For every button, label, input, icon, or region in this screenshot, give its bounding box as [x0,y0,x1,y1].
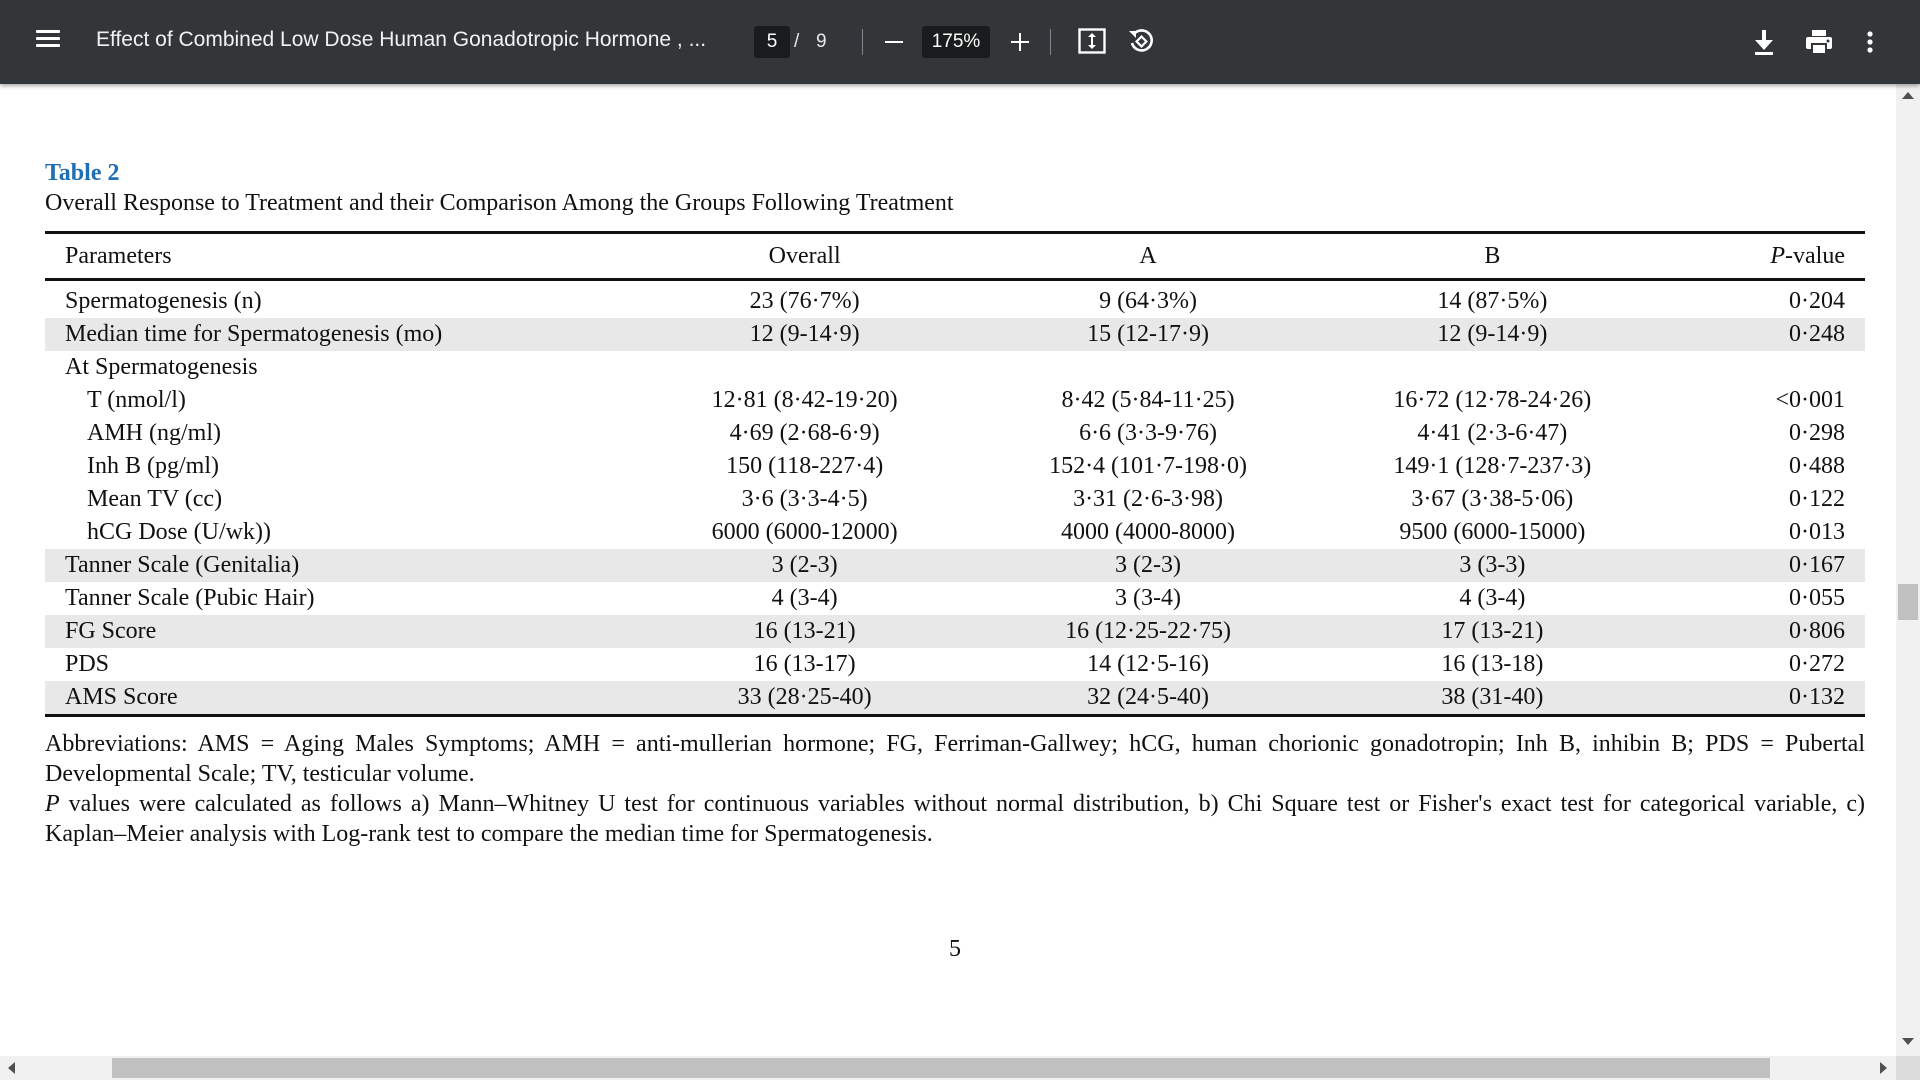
download-icon[interactable] [1750,26,1778,58]
row-overall: 12 (9-14·9) [633,318,976,351]
toolbar-divider [1050,29,1051,55]
row-group-b: 3·67 (3·38-5·06) [1411,486,1574,512]
row-group-b: 9500 (6000-15000) [1399,519,1586,545]
note-text: values were calculated as follows a) Mann–Whitney U test for continuous variables without normal distribution, b) Chi Square test or Fisher's exact test for categorical variable, c) Kaplan–Meier analysis with Log-rank test to compare the median time for Spermatogenesis. [45,791,1865,847]
table-note [45,789,1865,849]
table-row [45,280,1865,319]
fit-page-icon[interactable] [1078,28,1106,54]
scroll-down-arrow-icon[interactable] [1902,1038,1914,1045]
row-pvalue: <0·001 [1775,387,1845,413]
print-icon[interactable] [1804,28,1834,56]
row-overall: 12·81 (8·42-19·20) [711,387,898,413]
pdf-toolbar [0,0,1920,84]
row-group-a: 4000 (4000-8000) [1061,519,1236,545]
document-viewer [0,84,1896,1056]
row-group-b: 12 (9-14·9) [1320,318,1664,351]
horizontal-scrollbar[interactable] [0,1056,1896,1080]
zoom-level-input[interactable]: 175% [922,26,990,58]
table-row [45,681,1865,716]
row-parameter: Median time for Spermatogenesis (mo) [45,318,633,351]
row-group-a [976,351,1320,384]
current-page-input[interactable]: 5 [754,26,790,58]
note-italic: P [45,791,60,817]
table-row [45,648,1865,681]
table-row [45,384,1865,417]
row-overall: 16 (13-21) [633,615,976,648]
results-table [45,231,1865,717]
row-group-a: 15 (12-17·9) [976,318,1320,351]
row-overall: 150 (118-227·4) [726,453,884,479]
row-group-a: 32 (24·5-40) [976,681,1320,716]
row-group-a: 14 (12·5-16) [1087,651,1210,677]
row-group-b: 38 (31-40) [1320,681,1664,716]
row-pvalue: 0·132 [1664,681,1865,716]
row-parameter: hCG Dose (U/wk)) [87,519,271,545]
column-header: Overall [633,233,976,280]
total-pages: 9 [816,31,827,52]
row-parameter: Spermatogenesis (n) [65,288,262,314]
row-overall: 23 (76·7%) [749,288,860,314]
row-group-a: 3 (3-4) [1115,585,1182,611]
row-overall [633,351,976,384]
row-parameter: At Spermatogenesis [65,354,258,380]
row-group-a: 6·6 (3·3-9·76) [1079,420,1218,446]
scroll-up-arrow-icon[interactable] [1902,92,1914,99]
vertical-scroll-thumb[interactable] [1898,584,1918,620]
row-group-b: 16 (13-18) [1441,651,1544,677]
zoom-in-button[interactable] [1004,24,1036,60]
horizontal-scroll-thumb[interactable] [112,1058,1770,1078]
row-overall: 3 (2-3) [633,549,976,582]
row-pvalue: 0·272 [1789,651,1845,677]
row-group-a: 3·31 (2·6-3·98) [1073,486,1224,512]
row-overall: 6000 (6000-12000) [711,519,898,545]
row-group-a: 3 (2-3) [976,549,1320,582]
table-abbreviations: Abbreviations: AMS = Aging Males Symptoms; AMH = anti-mullerian hormone; FG, Ferriman-Gallwey; hCG, human chorionic gonadotropin; Inh B, inhibin B; PDS = Pubertal Developmental Scale; TV, testicular volume. [45,731,1865,787]
table-row [45,318,1865,351]
row-pvalue: 0·488 [1789,453,1845,479]
page-separator: / [794,31,800,52]
row-group-b: 16·72 (12·78-24·26) [1393,387,1592,413]
row-group-b: 14 (87·5%) [1437,288,1548,314]
toolbar-divider [862,29,863,55]
row-group-a: 9 (64·3%) [1099,288,1198,314]
scrollbar-corner [1896,1056,1920,1080]
p-italic: P [1770,242,1786,269]
row-group-a: 8·42 (5·84-11·25) [1061,387,1235,413]
table-row [45,549,1865,582]
row-group-b: 4 (3-4) [1459,585,1526,611]
row-parameter: AMS Score [45,681,633,716]
row-pvalue: 0·122 [1789,486,1845,512]
scroll-left-arrow-icon[interactable] [8,1062,15,1074]
vertical-scrollbar[interactable] [1896,84,1920,1056]
column-header-pvalue [1664,233,1865,280]
page-number: 5 [949,936,961,962]
row-parameter: Tanner Scale (Pubic Hair) [65,585,315,611]
row-pvalue: 0·248 [1664,318,1865,351]
row-pvalue: 0·806 [1664,615,1865,648]
row-group-b [1320,351,1664,384]
table-row [45,450,1865,483]
row-overall: 4 (3-4) [771,585,838,611]
row-parameter: Inh B (pg/ml) [87,453,219,479]
row-overall: 4·69 (2·68-6·9) [729,420,880,446]
hamburger-menu-icon[interactable] [30,26,66,58]
row-pvalue: 0·055 [1789,585,1845,611]
row-overall: 16 (13-17) [753,651,856,677]
column-header: A [976,233,1320,280]
column-header: B [1320,233,1664,280]
row-group-b: 4·41 (2·3-6·47) [1417,420,1568,446]
table-header-row [45,233,1865,280]
table-label: Table 2 [45,160,120,186]
document-title: Effect of Combined Low Dose Human Gonadotropic Hormone , ... [96,28,707,51]
scroll-right-arrow-icon[interactable] [1880,1062,1887,1074]
row-overall: 33 (28·25-40) [633,681,976,716]
row-group-a: 16 (12·25-22·75) [976,615,1320,648]
table-row [45,351,1865,384]
row-pvalue: 0·204 [1789,288,1845,314]
row-group-a: 152·4 (101·7-198·0) [1049,453,1248,479]
row-group-b: 3 (3-3) [1320,549,1664,582]
row-group-b: 17 (13-21) [1320,615,1664,648]
table-row [45,417,1865,450]
table-row [45,582,1865,615]
column-header: Parameters [45,233,633,280]
row-parameter: FG Score [45,615,633,648]
more-vertical-icon[interactable] [1860,26,1880,58]
row-parameter: Mean TV (cc) [87,486,223,512]
row-pvalue: 0·013 [1789,519,1845,545]
zoom-out-button[interactable] [878,24,910,60]
rotate-icon[interactable] [1126,26,1156,56]
table-row [45,516,1865,549]
row-pvalue [1664,351,1865,384]
row-overall: 3·6 (3·3-4·5) [741,486,868,512]
row-parameter: AMH (ng/ml) [87,420,221,446]
row-parameter: Tanner Scale (Genitalia) [45,549,633,582]
row-pvalue: 0·298 [1789,420,1845,446]
row-parameter: PDS [65,651,110,677]
table-row [45,483,1865,516]
table-row [45,615,1865,648]
row-parameter: T (nmol/l) [87,387,186,413]
table-caption: Overall Response to Treatment and their Comparison Among the Groups Following Treatment [45,190,954,216]
row-pvalue: 0·167 [1664,549,1865,582]
pvalue-suffix: -value [1785,242,1845,269]
row-group-b: 149·1 (128·7-237·3) [1393,453,1592,479]
